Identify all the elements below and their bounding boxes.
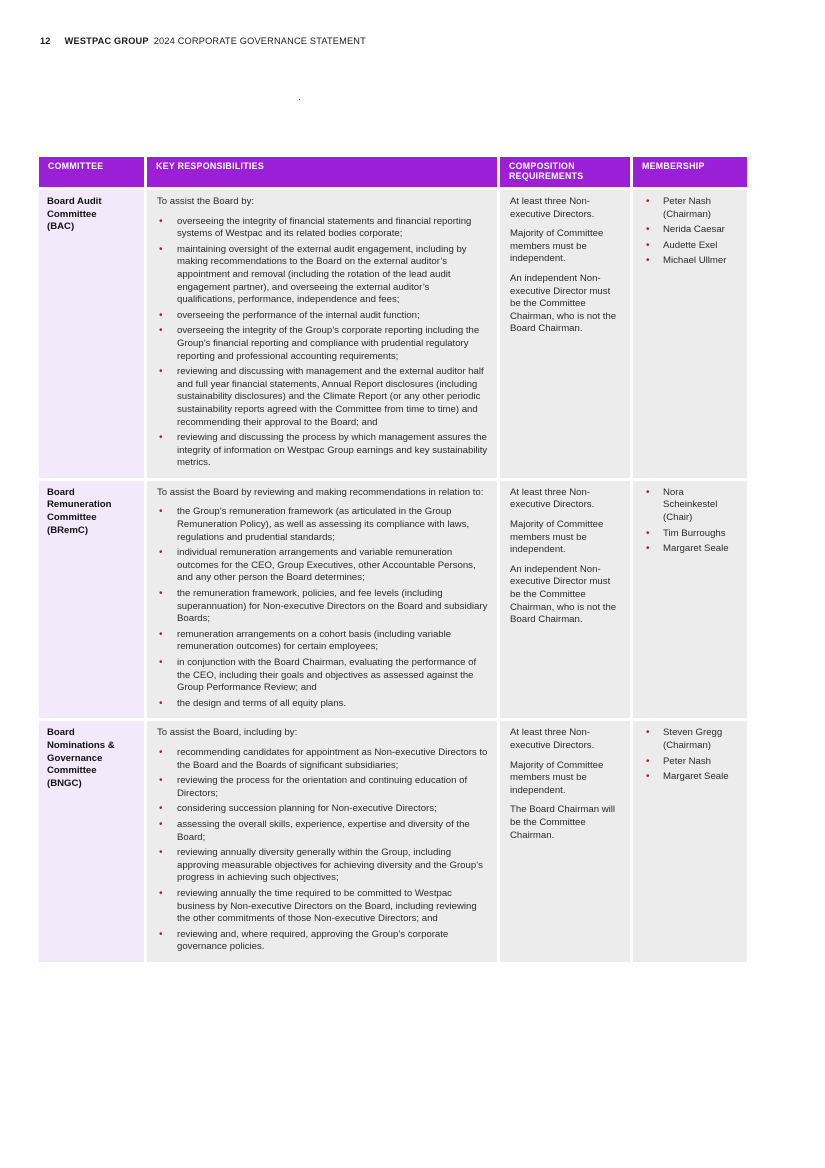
responsibilities-intro: To assist the Board by reviewing and making recommendations in relation to: (157, 486, 484, 498)
committee-name-cell (39, 721, 144, 965)
composition-text: At least three Non-executive Directors. (510, 196, 595, 220)
member-item: • Michael Ullmer (643, 255, 739, 268)
list-item: • individual remuneration arrangements and variable remuneration outcomes for the CEO, Group Executives, other Accountable Persons, and any other person the Board determines; (157, 547, 489, 585)
list-item: • remuneration arrangements on a cohort basis (including variable remuneration outcomes) for certain employees; (157, 629, 489, 654)
list-item: • maintaining oversight of the external audit engagement, including by making recommendations to the Board on the external auditor’s appointment and removal (including the rotation of the lead audit engagement partner), and overseeing the external auditor’s qualifications, performance, independence and fees; (157, 244, 489, 307)
member-item: • Peter Nash (Chairman) (643, 196, 739, 221)
list-item: • reviewing and, where required, approving the Group’s corporate governance policies. (157, 929, 489, 954)
list-item: • reviewing and discussing the process by which management assures the integrity of information on Westpac Group earnings and key sustainability metrics. (157, 432, 489, 470)
committee-name-cell (39, 190, 144, 481)
stray-mark (299, 99, 300, 100)
composition-cell (500, 481, 630, 722)
list-item: • assessing the overall skills, experience, expertise and diversity of the Board; (157, 819, 489, 844)
responsibilities-cell (147, 721, 497, 965)
responsibilities-cell (147, 190, 497, 481)
committee-name-line: Governance (47, 752, 103, 764)
member-item: • Margaret Seale (643, 771, 739, 784)
committee-name-line: Remuneration (47, 499, 112, 511)
member-item: • Nora Scheinkestel (Chair) (643, 487, 739, 525)
table-row (39, 721, 747, 965)
responsibilities-cell (147, 481, 497, 722)
member-item: • Tim Burroughs (643, 528, 739, 541)
column-header-membership: MEMBERSHIP (633, 157, 747, 190)
composition-text: Majority of Committee members must be independent. (510, 759, 604, 796)
table-row (39, 190, 747, 481)
page-header (40, 36, 366, 46)
committee-table (36, 157, 750, 965)
list-item: • in conjunction with the Board Chairman, evaluating the performance of the CEO, including their goals and objectives as assessed against the Group Performance Review; and (157, 657, 489, 695)
list-item: • the remuneration framework, policies, and fee levels (including superannuation) for Non-executive Directors on the Board and subsidiary Boards; (157, 588, 489, 626)
membership-cell (633, 481, 747, 722)
column-header-composition: COMPOSITION REQUIREMENTS (500, 157, 630, 190)
composition-text: Majority of Committee members must be independent. (510, 519, 604, 556)
committee-name-line: Board (47, 727, 75, 739)
list-item: • reviewing and discussing with management and the external auditor half and full year financial statements, Annual Report disclosures (including sustainability disclosures) and the Climate Report (or any other periodic sustainability reports agreed with the Committee from time to time) and recommending their approval to the Board; and (157, 366, 489, 429)
document-title: 2024 CORPORATE GOVERNANCE STATEMENT (153, 36, 366, 46)
membership-cell (633, 190, 747, 481)
list-item: • reviewing the process for the orientation and continuing education of Directors; (157, 775, 489, 800)
committee-name-line: Committee (47, 512, 97, 524)
committee-name-line: Committee (47, 208, 97, 220)
member-item: • Steven Gregg (Chairman) (643, 727, 739, 752)
list-item: • overseeing the performance of the internal audit function; (157, 310, 489, 323)
list-item: • reviewing annually the time required to be committed to Westpac business by Non-executive Directors on the Board, including reviewing the other commitments of those Non-executive Directors; and (157, 888, 489, 926)
member-item: • Nerida Caesar (643, 224, 739, 237)
table-row (39, 481, 747, 722)
responsibilities-list (157, 506, 489, 710)
list-item: • reviewing annually diversity generally within the Group, including approving measurable objectives for achieving diversity and the Group’s progress in achieving such objectives; (157, 847, 489, 885)
committee-name-line: (BNGC) (47, 777, 82, 789)
list-item: • overseeing the integrity of the Group’s corporate reporting including the Group’s financial reporting and compliance with prudential regulatory reporting and professional accounting requirements; (157, 325, 489, 363)
list-item: • recommending candidates for appointment as Non-executive Directors to the Board and the Boards of significant subsidiaries; (157, 747, 489, 772)
membership-list (643, 196, 739, 268)
column-header-committee: COMMITTEE (39, 157, 144, 190)
composition-text: Majority of Committee members must be independent. (510, 228, 604, 265)
composition-text: At least three Non-executive Directors. (510, 486, 595, 511)
membership-cell (633, 721, 747, 965)
composition-text: The Board Chairman will be the Committee Chairman. (510, 804, 616, 841)
column-header-responsibilities: KEY RESPONSIBILITIES (147, 157, 497, 190)
table-header-row (39, 157, 747, 190)
committee-name-cell (39, 481, 144, 722)
committee-name-line: Board (47, 486, 75, 498)
list-item: • the design and terms of all equity plans. (157, 698, 489, 711)
membership-list (643, 487, 739, 556)
membership-list (643, 727, 739, 783)
responsibilities-intro: To assist the Board by: (157, 196, 255, 207)
composition-text: An independent Non-executive Director must be the Committee Chairman, who is not the Board Chairman. (510, 272, 617, 335)
composition-cell (500, 190, 630, 481)
list-item: • considering succession planning for Non-executive Directors; (157, 803, 489, 816)
member-item: • Margaret Seale (643, 543, 739, 556)
committee-name-line: Board Audit (47, 196, 102, 207)
composition-text: An independent Non-executive Director must be the Committee Chairman, who is not the Board Chairman. (510, 563, 617, 626)
member-item: • Peter Nash (643, 756, 739, 769)
committee-name-line: (BAC) (47, 221, 75, 233)
composition-cell (500, 721, 630, 965)
responsibilities-intro: To assist the Board, including by: (157, 727, 298, 739)
committee-name-line: Nominations & (47, 739, 115, 751)
responsibilities-list (157, 216, 489, 470)
brand-name: WESTPAC GROUP (64, 36, 149, 46)
committee-name-line: Committee (47, 765, 97, 777)
list-item: • overseeing the integrity of financial statements and financial reporting systems of Westpac and its related bodies corporate; (157, 216, 489, 241)
committee-name-line: (BRemC) (47, 524, 89, 536)
page-number: 12 (40, 36, 51, 46)
responsibilities-list (157, 747, 489, 954)
composition-text: At least three Non-executive Directors. (510, 727, 595, 751)
list-item: • the Group’s remuneration framework (as articulated in the Group Remuneration Policy), as well as assessing its compliance with laws, regulations and prudential standards; (157, 506, 489, 544)
member-item: • Audette Exel (643, 240, 739, 253)
